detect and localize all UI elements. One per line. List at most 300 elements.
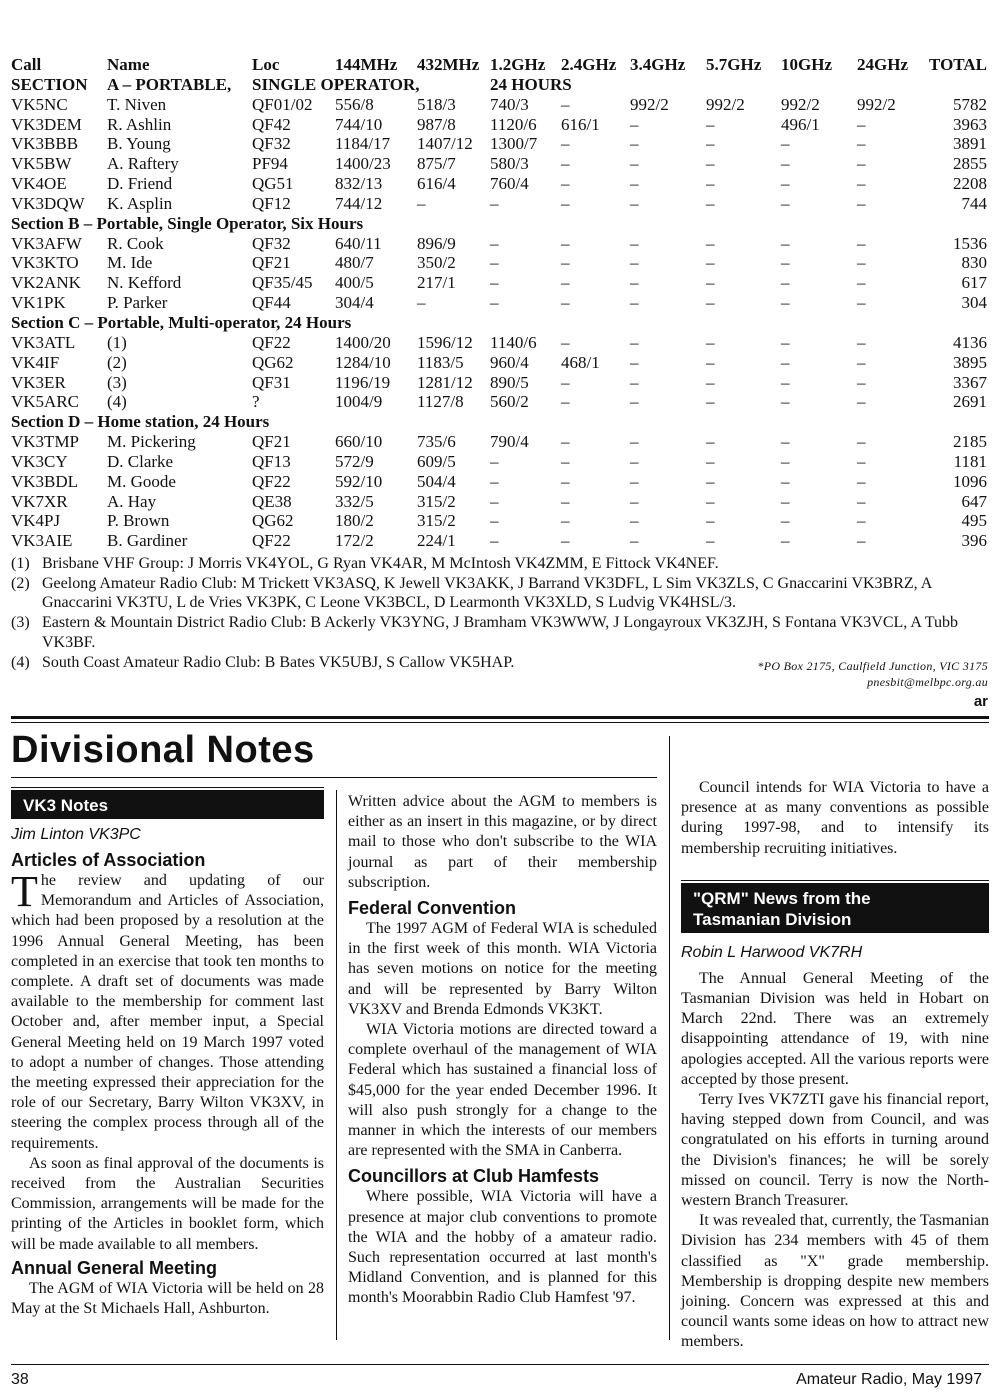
table-cell: A. Hay: [107, 491, 157, 511]
table-cell: (3): [107, 372, 127, 392]
table-cell: 760/4: [490, 174, 529, 194]
tasmanian-paragraph-3: It was revealed that, currently, the Tasmanian Division has 234 members with 45 of them classified as "X" grade membership. Membership is dropping despite new members joining. Concern was expressed at this and council wants some ideas on how to attract new members.: [681, 1212, 989, 1351]
table-cell: D. Friend: [107, 174, 173, 194]
table-cell: –: [857, 491, 866, 511]
table-cell: 217/1: [417, 273, 456, 293]
agm-paragraph-1: The AGM of WIA Victoria will be held on 28 May at the St Michaels Hall, Ashburton.: [11, 1279, 324, 1318]
table-cell: –: [417, 293, 426, 313]
table-cell: 350/2: [417, 253, 456, 273]
table-cell: –: [706, 372, 715, 392]
table-cell: –: [630, 114, 639, 134]
table-cell: –: [857, 193, 866, 213]
address-postal: *PO Box 2175, Caulfield Junction, VIC 3175: [757, 659, 988, 673]
tasmanian-heading: [681, 883, 989, 933]
table-cell: 304/4: [335, 293, 374, 313]
table-cell: –: [857, 154, 866, 174]
table-cell: 3891: [953, 134, 987, 154]
table-cell: –: [857, 134, 866, 154]
table-cell: 832/13: [335, 174, 383, 194]
table-cell: B. Young: [107, 134, 171, 154]
table-cell: 304: [961, 293, 987, 313]
vk3-notes-heading: VK3 Notes: [11, 790, 324, 819]
table-cell: –: [561, 432, 570, 452]
section-rule-bottom: [11, 722, 989, 723]
end-mark: ar: [973, 693, 988, 710]
articles-paragraph-2: As soon as final approval of the documents is received from the Australian Securities Commission, arrangements will be made for the printing of the Articles in booklet form, which will be made available to all members.: [11, 1154, 324, 1253]
table-cell: 1127/8: [417, 392, 464, 412]
section-title: Section B – Portable, Single Operator, Six Hours: [11, 213, 364, 233]
table-cell: –: [490, 491, 499, 511]
table-cell: –: [561, 174, 570, 194]
table-cell: P. Parker: [107, 293, 168, 313]
table-cell: –: [706, 293, 715, 313]
table-cell: VK3ATL: [11, 332, 76, 352]
table-cell: P. Brown: [107, 511, 170, 531]
table-cell: VK5ARC: [11, 392, 80, 412]
table-cell: QF42: [252, 114, 291, 134]
table-cell: 660/10: [335, 432, 383, 452]
table-row: [11, 511, 991, 531]
table-cell: QF31: [252, 372, 291, 392]
table-cell: 1536: [953, 233, 987, 253]
table-cell: –: [857, 531, 866, 551]
table-cell: –: [630, 273, 639, 293]
table-cell: 987/8: [417, 114, 456, 134]
table-cell: 735/6: [417, 432, 456, 452]
table-cell: –: [857, 511, 866, 531]
table-cell: –: [857, 372, 866, 392]
table-cell: QF12: [252, 193, 291, 213]
table-row: [11, 353, 991, 373]
table-cell: PF94: [252, 154, 288, 174]
table-cell: VK2ANK: [11, 273, 81, 293]
table-cell: –: [561, 511, 570, 531]
header-cell: 432MHz: [417, 55, 480, 74]
header-cell: 3.4GHz: [630, 55, 686, 74]
table-cell: (4): [107, 392, 127, 412]
table-row: [11, 95, 991, 115]
table-cell: 1284/10: [335, 352, 391, 372]
table-cell: –: [490, 471, 499, 491]
table-cell: –: [781, 233, 790, 253]
articles-paragraph-1: The review and updating of our Memorandum and Articles of Association, which had been proposed by a resolution at the 1996 Annual General Meeting, has been completed in an exercise that took ten months to complete. A draft set of documents was made available to the membership for comment last October and, after member input, a Special General Meeting held on 19 March 1997 voted to adopt a number of changes. Those attending the meeting expressed their appreciation for the role of our Secretary, Barry Wilton VK3XV, in steering the complex process through all of the requirements.: [11, 867, 324, 1152]
table-cell: –: [630, 531, 639, 551]
table-cell: M. Ide: [107, 253, 153, 273]
table-cell: 790/4: [490, 432, 529, 452]
table-cell: VK3KTO: [11, 253, 79, 273]
table-cell: M. Goode: [107, 471, 176, 491]
table-cell: –: [706, 273, 715, 293]
table-cell: 992/2: [630, 94, 669, 114]
table-cell: QF22: [252, 332, 291, 352]
federal-convention-heading: Federal Convention: [348, 898, 517, 919]
table-cell: –: [490, 193, 499, 213]
table-cell: –: [561, 94, 570, 114]
table-row: [11, 154, 991, 174]
table-row: [11, 253, 991, 273]
table-cell: 180/2: [335, 511, 374, 531]
table-cell: QG51: [252, 174, 294, 194]
table-cell: 172/2: [335, 531, 374, 551]
table-cell: 1140/6: [490, 332, 537, 352]
table-cell: ?: [252, 392, 260, 412]
table-cell: –: [857, 293, 866, 313]
table-cell: –: [857, 233, 866, 253]
footnote: [11, 613, 991, 652]
table-cell: –: [561, 491, 570, 511]
section-title-part: 24 HOURS: [490, 74, 572, 94]
table-cell: –: [490, 511, 499, 531]
header-cell: 10GHz: [781, 55, 832, 74]
table-cell: –: [706, 174, 715, 194]
table-cell: –: [630, 352, 639, 372]
table-cell: –: [706, 491, 715, 511]
table-cell: 2185: [953, 432, 987, 452]
table-cell: –: [706, 233, 715, 253]
header-cell: 24GHz: [857, 55, 908, 74]
table-row: [11, 293, 991, 313]
table-cell: –: [706, 432, 715, 452]
footnote-text: Eastern & Mountain District Radio Club: B Ackerly VK3YNG, J Bramham VK3WWW, J Longayroux VK3ZJH, S Fontana VK3VCL, A Tubb VK3BF.: [42, 614, 958, 651]
column-3: [681, 736, 989, 1353]
table-cell: –: [630, 193, 639, 213]
table-cell: –: [490, 451, 499, 471]
table-cell: –: [630, 471, 639, 491]
table-cell: (2): [107, 352, 127, 372]
table-cell: 616/4: [417, 174, 456, 194]
table-row: [11, 174, 991, 194]
header-cell: Name: [107, 55, 150, 74]
table-cell: –: [630, 332, 639, 352]
table-cell: 830: [961, 253, 987, 273]
table-row: [11, 333, 991, 353]
table-cell: 580/3: [490, 154, 529, 174]
table-cell: –: [706, 154, 715, 174]
table-cell: 3963: [953, 114, 987, 134]
table-cell: –: [490, 253, 499, 273]
table-cell: –: [561, 451, 570, 471]
table-cell: 572/9: [335, 451, 374, 471]
table-cell: –: [630, 511, 639, 531]
table-cell: VK3AFW: [11, 233, 82, 253]
section-rule-top: [11, 716, 989, 719]
table-cell: –: [490, 531, 499, 551]
divisional-notes-title: Divisional Notes: [11, 729, 315, 771]
table-cell: –: [630, 134, 639, 154]
table-cell: 396: [961, 531, 987, 551]
table-row: [11, 194, 991, 214]
table-cell: 1120/6: [490, 114, 537, 134]
table-cell: 1300/7: [490, 134, 538, 154]
table-cell: –: [706, 471, 715, 491]
table-cell: VK5NC: [11, 94, 68, 114]
table-row: [11, 472, 991, 492]
table-cell: –: [630, 293, 639, 313]
footnote-number: (4): [11, 653, 30, 671]
table-cell: –: [781, 471, 790, 491]
footnote-number: (2): [11, 574, 30, 592]
footnote-text: South Coast Amateur Radio Club: B Bates VK5UBJ, S Callow VK5HAP.: [42, 653, 515, 671]
table-cell: (1): [107, 332, 127, 352]
drop-cap: T: [11, 867, 38, 916]
table-cell: 992/2: [857, 94, 896, 114]
table-cell: QF22: [252, 531, 291, 551]
table-cell: –: [781, 134, 790, 154]
table-cell: –: [706, 114, 715, 134]
tasmanian-byline: Robin L Harwood VK7RH: [681, 943, 863, 961]
table-cell: 518/3: [417, 94, 456, 114]
section-title-row: [11, 313, 991, 333]
table-cell: 616/1: [561, 114, 600, 134]
table-cell: QF32: [252, 134, 291, 154]
table-cell: –: [857, 253, 866, 273]
footnote-text: Geelong Amateur Radio Club: M Trickett VK3ASQ, K Jewell VK3AKK, J Barrand VK3DFL, L Sim VK3ZLS, C Gnaccarini VK3BRZ, A Gnaccarini VK3TU, L de Vries VK3PK, C Leone VK3BCL, D Learmonth VK3XLD, S Ludvig VK4HSL/3.: [42, 574, 932, 612]
table-cell: 560/2: [490, 392, 529, 412]
table-cell: A. Raftery: [107, 154, 179, 174]
table-cell: –: [490, 293, 499, 313]
table-cell: –: [561, 233, 570, 253]
table-cell: –: [706, 332, 715, 352]
table-cell: –: [706, 531, 715, 551]
table-cell: –: [561, 193, 570, 213]
table-cell: 556/8: [335, 94, 374, 114]
column-divider-1: [336, 790, 337, 1340]
table-cell: VK1PK: [11, 293, 66, 313]
table-cell: VK3DQW: [11, 193, 85, 213]
table-cell: 332/5: [335, 491, 374, 511]
table-cell: 1196/19: [335, 372, 391, 392]
table-cell: 480/7: [335, 253, 374, 273]
table-cell: –: [561, 531, 570, 551]
team-footnotes: [11, 554, 991, 672]
table-cell: –: [706, 193, 715, 213]
column-2: [348, 792, 657, 1309]
footnote: [11, 554, 991, 574]
table-cell: –: [857, 471, 866, 491]
header-cell: 144MHz: [335, 55, 398, 74]
table-row: [11, 134, 991, 154]
table-cell: 1181: [953, 451, 987, 471]
table-cell: 896/9: [417, 233, 456, 253]
table-cell: –: [561, 471, 570, 491]
table-cell: 647: [961, 491, 987, 511]
table-cell: 1184/17: [335, 134, 391, 154]
table-cell: 1096: [953, 471, 987, 491]
table-cell: QF32: [252, 233, 291, 253]
table-cell: QG62: [252, 511, 294, 531]
table-cell: –: [706, 511, 715, 531]
table-cell: –: [561, 134, 570, 154]
table-cell: –: [857, 432, 866, 452]
table-cell: –: [561, 154, 570, 174]
table-cell: R. Cook: [107, 233, 164, 253]
table-cell: VK3CY: [11, 451, 68, 471]
table-cell: QF01/02: [252, 94, 313, 114]
table-cell: 496/1: [781, 114, 820, 134]
table-cell: –: [857, 114, 866, 134]
table-cell: 992/2: [781, 94, 820, 114]
table-cell: –: [630, 451, 639, 471]
table-cell: –: [561, 293, 570, 313]
section-title-part: SECTION: [11, 74, 88, 94]
table-cell: 1004/9: [335, 392, 383, 412]
table-cell: 744/12: [335, 193, 383, 213]
table-cell: VK7XR: [11, 491, 68, 511]
table-cell: –: [857, 392, 866, 412]
table-cell: 2691: [953, 392, 987, 412]
section-title-row: [11, 75, 991, 95]
table-cell: QF21: [252, 253, 291, 273]
table-cell: R. Ashlin: [107, 114, 172, 134]
table-row: [11, 115, 991, 135]
table-cell: 1400/23: [335, 154, 391, 174]
table-cell: VK5BW: [11, 154, 72, 174]
contest-results-table: [11, 55, 991, 551]
table-cell: –: [781, 392, 790, 412]
table-cell: –: [781, 432, 790, 452]
table-cell: K. Asplin: [107, 193, 173, 213]
table-cell: VK3BDL: [11, 471, 79, 491]
councillors-paragraph-1: Where possible, WIA Victoria will have a presence at major club conventions to promote the WIA and the hobby of a amateur radio. Such representation occurred at last month's Midland Convention, and is planned for this month's Moorabbin Radio Club Hamfest '97.: [348, 1188, 657, 1307]
table-cell: –: [857, 332, 866, 352]
table-cell: –: [630, 432, 639, 452]
section-title: Section D – Home station, 24 Hours: [11, 412, 270, 432]
table-cell: –: [781, 352, 790, 372]
table-cell: 3367: [953, 372, 987, 392]
table-cell: 224/1: [417, 531, 456, 551]
address-email: pnesbit@melbpc.org.au: [867, 675, 988, 689]
table-cell: –: [781, 253, 790, 273]
footnote-text: Brisbane VHF Group: J Morris VK4YOL, G Ryan VK4AR, M McIntosh VK4ZMM, E Fittock VK4NEF.: [42, 555, 719, 572]
table-row: [11, 452, 991, 472]
table-cell: –: [781, 193, 790, 213]
table-row: [11, 492, 991, 512]
table-cell: –: [630, 392, 639, 412]
table-cell: 495: [961, 511, 987, 531]
author-address: [757, 658, 988, 690]
table-cell: 592/10: [335, 471, 383, 491]
table-cell: 744: [961, 193, 987, 213]
table-cell: VK4IF: [11, 352, 60, 372]
table-cell: 315/2: [417, 511, 456, 531]
table-cell: –: [781, 491, 790, 511]
federal-paragraph-1: The 1997 AGM of Federal WIA is scheduled in the first week of this month. WIA Victoria has seven motions on notice for the meeting and will be represented by Barry Wilton VK3XV and Brenda Edmonds VK3KT.: [348, 920, 657, 1018]
page-number: 38: [11, 1371, 29, 1388]
table-cell: –: [706, 352, 715, 372]
table-cell: QF21: [252, 432, 291, 452]
table-cell: 2855: [953, 154, 987, 174]
table-cell: –: [630, 372, 639, 392]
table-cell: 504/4: [417, 471, 456, 491]
table-cell: QF35/45: [252, 273, 313, 293]
table-cell: –: [561, 253, 570, 273]
table-cell: –: [561, 273, 570, 293]
table-cell: QF22: [252, 471, 291, 491]
column-divider-2: [669, 736, 670, 1340]
table-cell: –: [781, 293, 790, 313]
table-cell: –: [781, 372, 790, 392]
table-row: [11, 373, 991, 393]
table-cell: VK3TMP: [11, 432, 80, 452]
tasmanian-paragraph-1: The Annual General Meeting of the Tasmanian Division was held in Hobart on March 22nd. There was an extremely disappointing attendance of 19, with nine apologies accepted. All the various reports were accepted by those present.: [681, 969, 989, 1088]
table-row: [11, 234, 991, 254]
table-cell: QF44: [252, 293, 291, 313]
table-cell: –: [630, 491, 639, 511]
table-cell: –: [490, 273, 499, 293]
table-cell: –: [561, 332, 570, 352]
table-cell: VK3ER: [11, 372, 66, 392]
table-cell: 468/1: [561, 352, 600, 372]
table-cell: N. Kefford: [107, 273, 182, 293]
table-cell: –: [857, 174, 866, 194]
section-title-part: SINGLE OPERATOR,: [252, 74, 420, 94]
table-cell: QF13: [252, 451, 291, 471]
table-cell: QE38: [252, 491, 292, 511]
section-title-row: [11, 412, 991, 432]
table-cell: QG62: [252, 352, 294, 372]
table-cell: –: [857, 352, 866, 372]
title-underline: [11, 777, 657, 778]
table-cell: –: [417, 193, 426, 213]
table-cell: –: [857, 451, 866, 471]
tasmanian-heading-line-2: Tasmanian Division: [693, 909, 852, 929]
table-cell: 992/2: [706, 94, 745, 114]
table-cell: –: [781, 174, 790, 194]
table-cell: –: [630, 233, 639, 253]
table-cell: –: [561, 392, 570, 412]
column-1: [11, 790, 324, 1319]
tasmanian-heading-line-1: "QRM" News from the: [693, 888, 871, 908]
table-cell: B. Gardiner: [107, 531, 188, 551]
councillors-heading: Councillors at Club Hamfests: [348, 1166, 600, 1187]
header-cell: TOTAL: [929, 55, 987, 74]
table-cell: –: [781, 273, 790, 293]
table-cell: 4136: [953, 332, 987, 352]
publication-info: Amateur Radio, May 1997: [796, 1371, 982, 1388]
table-cell: 744/10: [335, 114, 383, 134]
header-cell: 1.2GHz: [490, 55, 546, 74]
table-cell: –: [781, 451, 790, 471]
table-cell: 3895: [953, 352, 987, 372]
header-cell: 2.4GHz: [561, 55, 617, 74]
table-cell: 1407/12: [417, 134, 473, 154]
table-row: [11, 392, 991, 412]
table-cell: –: [630, 154, 639, 174]
header-cell: 5.7GHz: [706, 55, 762, 74]
table-cell: 1400/20: [335, 332, 391, 352]
header-cell: Loc: [252, 55, 280, 74]
table-cell: 875/7: [417, 154, 456, 174]
header-cell: Call: [11, 55, 42, 74]
table-cell: 609/5: [417, 451, 456, 471]
footnote-number: (3): [11, 614, 30, 632]
table-cell: –: [781, 531, 790, 551]
table-row: [11, 432, 991, 452]
table-cell: –: [857, 273, 866, 293]
table-cell: 1281/12: [417, 372, 473, 392]
table-cell: –: [781, 332, 790, 352]
table-cell: 315/2: [417, 491, 456, 511]
table-cell: –: [630, 174, 639, 194]
section-title-part: A – PORTABLE,: [107, 74, 232, 94]
table-cell: –: [706, 253, 715, 273]
table-cell: 1183/5: [417, 352, 464, 372]
table-row: [11, 273, 991, 293]
table-cell: –: [490, 233, 499, 253]
table-cell: M. Pickering: [107, 432, 196, 452]
table-cell: 5782: [953, 94, 987, 114]
table-row: [11, 531, 991, 551]
